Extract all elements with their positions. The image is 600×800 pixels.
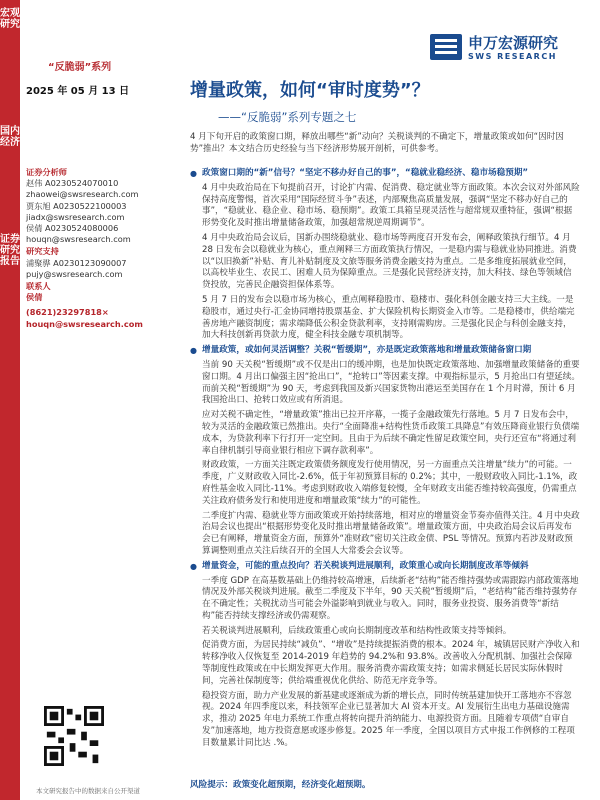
support-line: 浦聚骅 A0230123090007 [26,257,127,268]
series-tag: “反脆弱”系列 [48,62,112,73]
body-paragraph: 促消费方面，为居民持续“减负”、“增收”是持续提振消费的根本。2024 年，城镇居民财产净收入和转移净收入仅恢复至 2014-2019 年趋势的 94.2%和 93.8%。改善收入分配机制、加强社会保障等制度性政策或在中长期发挥更大作用。服务消费亦需政策支持；如需求侧延长居民实际休假时间，完善社保制度等；供给端重视优化供给、防范无序竞争等。 [202,640,580,686]
logo-english: SWS RESEARCH [468,52,557,61]
report-date: 2025 年 05 月 13 日 [26,86,130,97]
logo-mark-icon [430,34,462,60]
body-paragraph: 稳投资方面，助力产业发展的新基建或逐渐成为新的增长点，同时传统基建加快开工落地亦不容忽视。2024 年四季度以来，科技领军企业已显著加大 AI 资本开支。AI 发展衍生出电力基础设施需求，推动 2025 年电力系统工作重点将转向提升消纳能力、电源投资方面。且随着专项债“自审自发”加速落地，地方投资意愿或逐步修复。2025 年一季度，全国以项目方式申报工作例修的工程项目数量累计同比达 .%。 [202,690,575,748]
contact-email[interactable]: houqn@swsresearch.com [26,318,143,329]
logo-chinese: 申万宏源研究 [468,34,559,52]
body-paragraph: 4 月中央政治局会议后，国新办围绕稳就业、稳市场等两度召开发布会，阐释政策执行细节。4 月 28 日发布会以稳就业为核心，重点阐释三方面政策执行情况，一是稳内需与稳就业协同推进。消费以“以旧换新”补贴、育儿补贴制度及文旅等服务消费金融支持为重点。二是多维度拓展就业空间，以高校毕业生、农民工、困难人员为保障重点。三是强化民营经济支持，加大科技、绿色等领域信贷投放，完善民企融资担保体系等。 [202,232,577,291]
body-paragraph: 一季度 GDP 在高基数基础上仍维持较高增速，后续新老“结构”能否维持强势或需跟踪内部政策落地情况及外部关税谈判进展。截至二季度及下半年，90 天关税“暂缓期”后，“老结构”能否维持强势存在不确定性；关税扰动当可能会外溢影响到就业与收入。同时，服务业投资、服务消费等“新结构”能否持续支撑经济或仍需观察。 [202,575,579,621]
contact-name: 侯倩 [26,292,43,303]
report-subtitle: ——“反脆弱”系列专题之七 [218,110,357,124]
body-paragraph: 若关税谈判进展顺利，后续政策重心或向长期制度改革和结构性政策支持等倾斜。 [202,625,512,636]
sidebar-tag-report: 证券研究报告 [0,234,20,267]
analyst-line: 贾东旭 A0230522100003 [26,200,127,211]
support-email: pujy@swsresearch.com [26,268,123,279]
analyst-email: houqn@swsresearch.com [26,234,131,245]
body-paragraph: 5 月 7 日的发布会以稳市场为核心，重点阐释稳股市、稳楼市、强化科创金融支持三大主线。一是稳股市，通过央行-汇金协同增持股票基金、扩大保险机构长期资金入市等。二是稳楼市，供给端完善房地产融资制度；需求端降低公积金贷款利率，支持刚需购房。三是强化民企与科创金融支持，加大科技创新再贷款力度，健全科技金融专项机制等。 [202,294,575,341]
body-paragraph: 当前 90 天关税“暂缓期”或不仅是出口的缓冲期，也是加快既定政策落地、加强增量政策储备的重要窗口期。4 月出口偏强主因“抢出口”，“抢转口”等因素支撑。中观指标显示，5 月抢出口有望延续。而前关税“暂缓期”为 90 天，考虑到我国及新兴国家货物出港运至美国存在 1 个月时滞，预计 6 月我国抢出口、抢转口效应或有所消退。 [202,359,580,406]
analyst-email: zhaowei@swsresearch.com [26,189,139,200]
body-paragraph: 4 月中央政治局在下旬提前召开，讨论扩内需、促消费、稳定就业等方面政策。本次会议对外部风险保持高度警惕，首次采用“国际经贸斗争”表述，内部聚焦高质量发展，强调“坚定不移办好自己的事”，“稳就业、稳企业、稳市场、稳预期”。政策工具箱呈现灵活性与超常规双重特征，强调“根据形势变化及时推出增量储备政策，加强超常规逆周期调节”。 [202,182,580,229]
risk-warning: 风险提示：政策变化超预期，经济变化超预期。 [190,780,371,790]
sidebar-tag-macro: 宏观研究 [0,8,20,30]
footnote: 本文研究报告中的数据来自公开渠道 [36,787,140,795]
analyst-column [26,166,143,330]
qr-code-icon [44,706,104,766]
report-lede: 4 月下旬开启的政策窗口期，释放出哪些“新”动向？关税谈判的不确定下，增量政策或如何“因时因势”推出？本文结合历史经验与当下经济形势展开剖析，可供参考。 [190,132,564,154]
analyst-email: jiadx@swsresearch.com [26,211,125,222]
brand-logo [430,30,580,70]
sidebar-strip [0,0,20,800]
analyst-line: 侯倩 A0230524080006 [26,223,119,234]
section-heading: ● 增量政策，或如何灵活调整？关税“暂缓期”，亦是既定政策落地和增量政策储备窗口期 [190,345,580,357]
contact-phone: (8621)23297818× [26,307,109,318]
sidebar-tag-domestic: 国内经济 [0,126,20,148]
report-body [190,168,580,753]
section-heading: ● 增量资金，可能的重点投向？若关税谈判进展顺利，政策重心或向长期制度改革等倾斜 [190,561,580,573]
body-paragraph: 应对关税不确定性，“增量政策”推出已拉开序幕，一揽子金融政策先行落地。5 月 7 日发布会中，较为灵活的金融政策已然推出。央行“全面降准+结构性货币政策工具降息”有效压降商业银行负债端成本，为贷款利率下行打开一定空间。且由于为后续不确定性留足政策空间，央行还宣布“将通过利率自律机制引导商业银行相应下调存款利率”。 [202,410,580,456]
support-label: 研究支持 [26,246,59,257]
body-paragraph: 财政政策，一方面关注既定政策债务额度发行使用情况，另一方面重点关注增量“续力”的可能。一季度，广义财政收入同比-2.6%，低于年初预算目标的 0.2%；其中，一般财政收入同比-1.1%，政府性基金收入同比-11%。考虑到财政收入端修复较慢，全年财政支出能否维持较高强度，仍需重点关注政府债务发行和使用进度和增量政策“续力”的可能性。 [202,460,578,506]
section-heading: ● 政策窗口期的“新”信号？“坚定不移办好自己的事”，“稳就业稳经济、稳市场稳预期” [190,168,580,180]
report-title: 增量政策，如何“审时度势”？ [190,80,430,101]
analyst-label: 证券分析师 [26,167,67,177]
analyst-line: 赵伟 A0230524070010 [26,178,119,189]
body-paragraph: 二季度扩内需、稳就业等方面政策或开始持续落地，相对应的增量资金节奏亦值得关注。4 月中央政治局会议也提出“根据形势变化及时推出增量储备政策”。增量政策方面，中央政治局会议后再发布会已有阐释，增量资金方面，预算外“准财政”密切关注政金债、PSL 等情况。预算内若涉及财政预算调整则重点关注后续召开的全国人大常委会会议等。 [202,510,580,556]
contact-label: 联系人 [26,281,51,292]
